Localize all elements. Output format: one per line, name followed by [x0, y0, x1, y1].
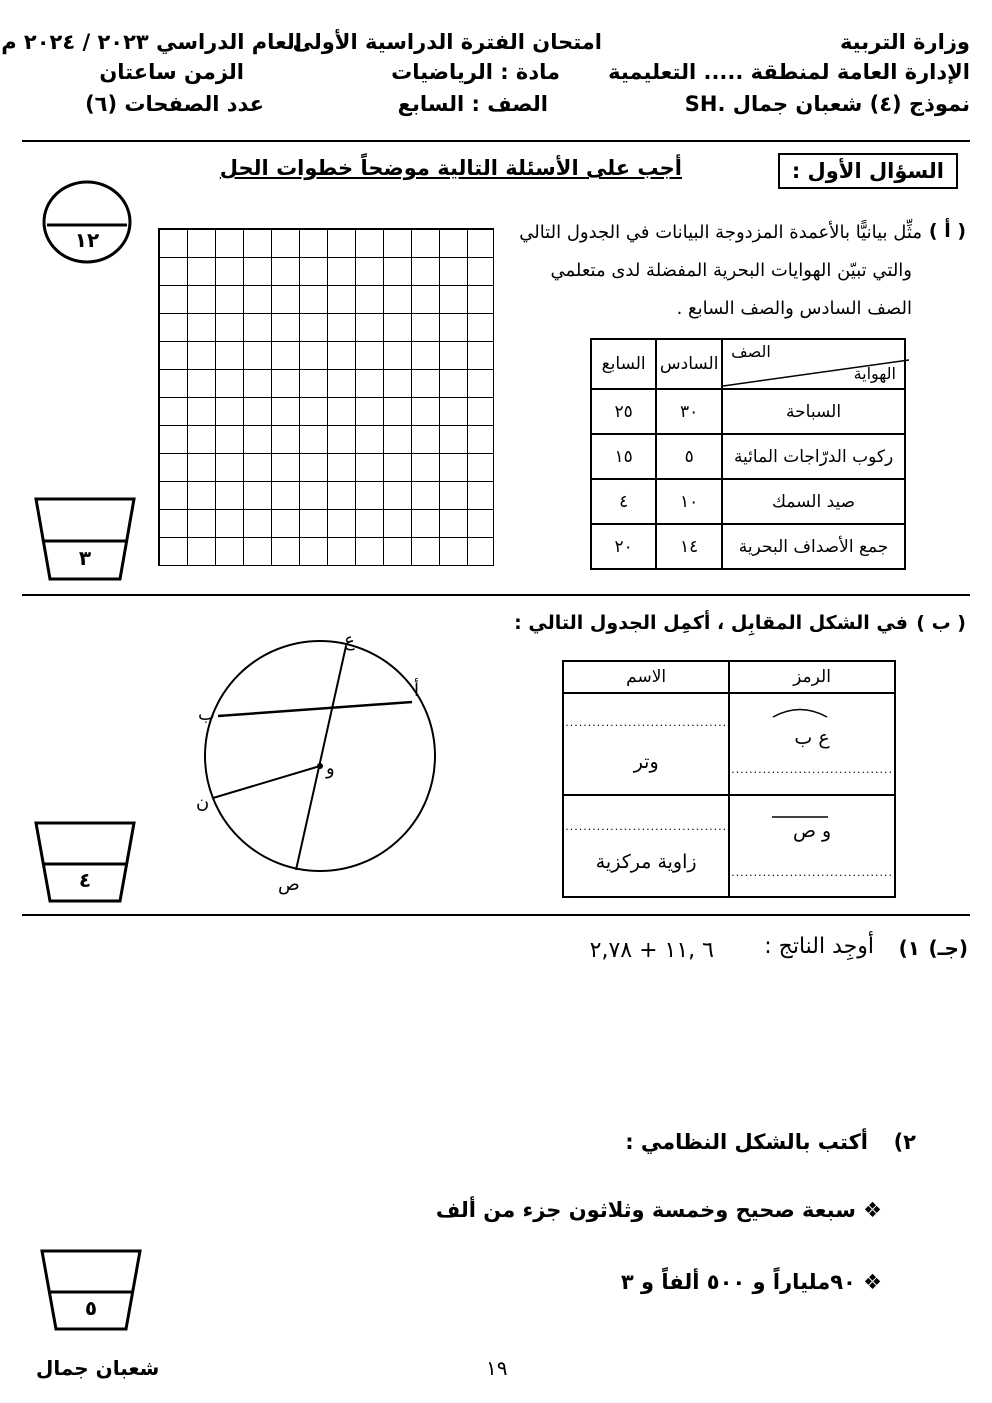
corner-top-label: الصف	[731, 342, 771, 361]
point-waw: و	[326, 758, 335, 779]
table-row	[563, 795, 895, 897]
table-row	[591, 389, 905, 434]
q2-bullet2: ❖ ٩٠ملياراً و ٥٠٠ ألفاً و ٣	[620, 1270, 882, 1294]
circle-shape	[205, 641, 435, 871]
name-angle-value: زاوية مركزية	[595, 850, 697, 873]
center-point	[317, 763, 323, 769]
table-corner-cell	[722, 339, 905, 389]
point-alif: أ	[414, 680, 420, 701]
sixth-cell: ٥	[656, 434, 722, 479]
arc-symbol-icon	[770, 706, 830, 718]
col-header-sixth: السادس	[656, 339, 722, 389]
ministry: وزارة التربية	[839, 30, 970, 54]
part-c-score-bucket	[40, 1248, 142, 1332]
hobby-cell: صيد السمك	[722, 479, 905, 524]
table-row	[591, 524, 905, 569]
part-a-line1: مثِّل بيانيًّا بالأعمدة المزدوجة البيانات في الجدول التالي	[519, 222, 922, 243]
seventh-cell: ٢٥	[591, 389, 656, 434]
header-divider	[22, 140, 970, 142]
col-header-symbol: الرمز	[729, 661, 895, 693]
total-score-circle	[42, 180, 132, 264]
diameter-line	[296, 646, 346, 870]
part-b-label: ( ب )	[916, 612, 966, 634]
symbol-arc-value: ع ب	[794, 726, 830, 749]
grade: الصف : السابع	[397, 92, 548, 116]
page-number: ١٩	[486, 1356, 508, 1380]
part-c-score: ٥	[84, 1296, 98, 1320]
model-label: نموذج (٤) شعبان جمال .SH	[684, 92, 970, 116]
part-a-score: ٣	[78, 546, 92, 570]
name-cell	[563, 795, 729, 897]
part-a-score-bucket	[34, 496, 136, 582]
question-label: السؤال الأول :	[778, 153, 958, 189]
exam-title: امتحان الفترة الدراسية الأولى	[292, 30, 602, 54]
divider-a	[22, 594, 970, 596]
q1-number: ١)	[898, 936, 920, 960]
answer-blank[interactable]: ....................................	[565, 819, 728, 833]
part-a-label: ( أ )	[928, 220, 966, 242]
sixth-cell: ٣٠	[656, 389, 722, 434]
name-chord-value: وتر	[633, 750, 659, 773]
name-cell	[563, 693, 729, 795]
symbol-segment-value: و ص	[792, 819, 832, 842]
part-a-line3: الصف السادس والصف السابع .	[676, 298, 912, 319]
hobby-cell: ركوب الدرّاجات المائية	[722, 434, 905, 479]
point-ain: ع	[344, 630, 355, 651]
answer-blank[interactable]: ....................................	[565, 715, 728, 729]
exam-time: الزمن ساعتان	[99, 60, 244, 84]
sixth-cell: ١٤	[656, 524, 722, 569]
col-header-seventh: السابع	[591, 339, 656, 389]
table-row	[563, 693, 895, 795]
q2-number: ٢)	[893, 1130, 916, 1154]
part-a-line2: والتي تبيّن الهوايات البحرية المفضلة لدى متعلمي	[550, 260, 912, 281]
col-header-name: الاسم	[563, 661, 729, 693]
q2-text: أكتب بالشكل النظامي :	[625, 1130, 868, 1154]
q1-expression: ٦ ,١١ + ٢,٧٨	[589, 938, 714, 963]
total-score: ١٢	[74, 228, 100, 252]
seventh-cell: ٢٠	[591, 524, 656, 569]
page-count: عدد الصفحات (٦)	[85, 92, 264, 116]
sixth-cell: ١٠	[656, 479, 722, 524]
divider-b	[22, 914, 970, 916]
hobby-cell: السباحة	[722, 389, 905, 434]
radius-wn	[213, 766, 320, 798]
subject: مادة : الرياضيات	[391, 60, 560, 84]
question-instruction: أجب على الأسئلة التالية موضحاً خطوات الحل	[219, 156, 682, 180]
directorate: الإدارة العامة لمنطقة ..... التعليمية	[608, 60, 970, 84]
q1-text: أوجِد الناتج :	[764, 934, 874, 959]
part-b-score-bucket	[34, 820, 136, 904]
seventh-cell: ٤	[591, 479, 656, 524]
author-name: شعبان جمال	[36, 1356, 160, 1380]
point-ba: ب	[198, 704, 215, 725]
symbol-name-table	[562, 660, 896, 898]
hobby-cell: جمع الأصداف البحرية	[722, 524, 905, 569]
symbol-cell	[729, 693, 895, 795]
answer-blank[interactable]: ....................................	[731, 865, 893, 879]
point-sad: ص	[278, 874, 300, 895]
part-b-instruction: في الشكل المقابِل ، أكمِل الجدول التالي :	[514, 612, 908, 634]
corner-bottom-label: الهواية	[853, 364, 896, 383]
part-c-label: (جـ)	[928, 936, 968, 960]
part-b-score: ٤	[78, 868, 92, 892]
symbol-cell	[729, 795, 895, 897]
answer-blank[interactable]: ....................................	[731, 762, 893, 776]
academic-year: العام الدراسي ٢٠٢٣ / ٢٠٢٤ م	[1, 30, 302, 54]
q2-bullet1: ❖ سبعة صحيح وخمسة وثلاثون جزء من ألف	[435, 1198, 882, 1222]
seventh-cell: ١٥	[591, 434, 656, 479]
chord-ab	[218, 702, 412, 716]
segment-bar-icon	[770, 814, 830, 820]
table-row	[591, 479, 905, 524]
graph-grid[interactable]	[158, 228, 494, 566]
point-nun: ن	[196, 792, 210, 813]
hobbies-table	[590, 338, 906, 570]
table-row	[591, 434, 905, 479]
